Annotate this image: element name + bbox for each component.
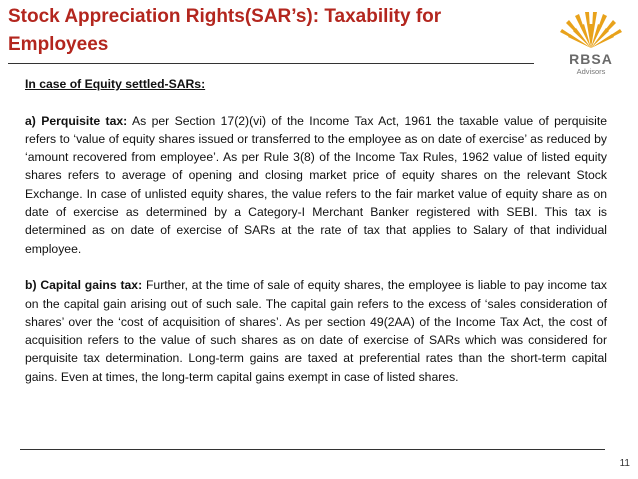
perquisite-text: As per Section 17(2)(vi) of the Income Tax Act, 1961 the taxable value of perquisite refers to ‘value of equity shares issued or transferred to the employee as on date of exercise’ as reduced by ‘amount recovered from employee’. As per Rule 3(8) of the Income Tax Rules, 1962 value of listed equity shares refers to average of opening and closing market price of equity shares on the relevant Stock Exchange. In case of unlisted equity shares, the value refers to the fair market value of equity share as on date of exercise as determined by a Category-I Merchant Banker registered with SEBI. This tax is determined as on date of exercise of SARs at the rate of tax that applies to Salary of that individual employee. bbox=[25, 113, 607, 256]
sunburst-logo-icon bbox=[548, 4, 634, 52]
page-title: Stock Appreciation Rights(SAR’s): Taxability for Employees bbox=[8, 6, 442, 55]
perquisite-lead: a) Perquisite tax: bbox=[25, 113, 128, 128]
logo-wordmark: RBSA bbox=[569, 51, 613, 67]
capital-gains-text: Further, at the time of sale of equity shares, the employee is liable to pay income tax on the capital gain arising out of such sale. The capital gain refers to the excess of ‘sales consideration of shares’ over the ‘cost of acquisition of shares’. As per section 49(2AA) of the Income Tax Act, the cost of acquisition refers to the value of such shares as on date of exercise of SARs which was considered for perquisite tax determination. Long-term gains are taxed at preferential rates than the short-term capital gains. Even at times, the long-term capital gains exempt in case of listed shares. bbox=[25, 278, 607, 384]
capital-gains-paragraph bbox=[25, 276, 607, 386]
perquisite-paragraph bbox=[25, 112, 607, 258]
page-number: 11 bbox=[619, 458, 630, 469]
logo-tagline: Advisors bbox=[576, 67, 606, 76]
slide-body bbox=[25, 75, 607, 386]
title-divider bbox=[8, 63, 534, 64]
footer-divider bbox=[20, 449, 605, 450]
capital-gains-lead: b) Capital gains tax: bbox=[25, 278, 143, 293]
rbsa-logo bbox=[548, 4, 634, 76]
section-heading: In case of Equity settled-SARs: bbox=[25, 77, 206, 91]
